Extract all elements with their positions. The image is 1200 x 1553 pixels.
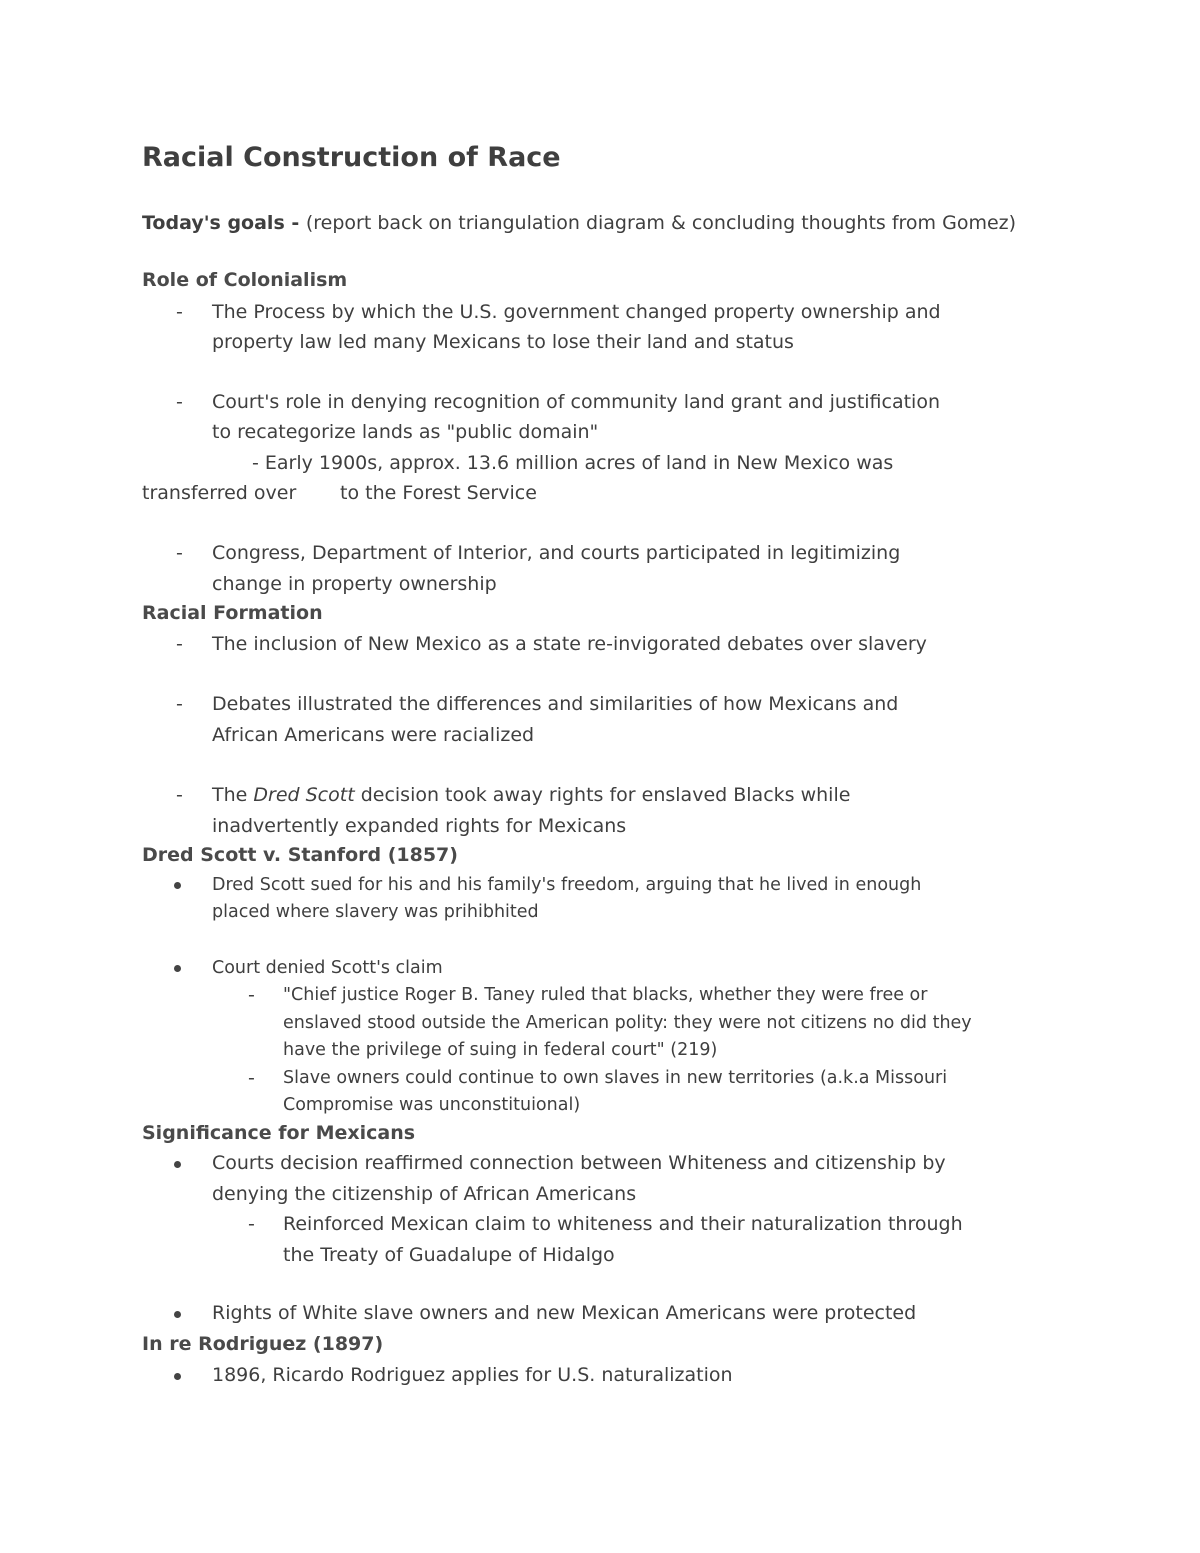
bullet-marker <box>174 965 181 972</box>
list-item-line: Court's role in denying recognition of community land grant and justification <box>212 391 941 413</box>
section-heading-colonialism: Role of Colonialism <box>142 269 348 291</box>
sub-item-line: transferred over <box>142 482 297 504</box>
list-item-line: denying the citizenship of African Americans <box>212 1183 637 1205</box>
bullet-marker <box>174 1311 181 1318</box>
list-item-line: The inclusion of New Mexico as a state re-invigorated debates over slavery <box>212 633 927 655</box>
case-name-italic: Dred Scott <box>253 784 355 806</box>
goals-label: Today's goals - <box>142 212 306 234</box>
list-item-line: inadvertently expanded rights for Mexicans <box>212 815 627 837</box>
sub-item-line: to the Forest Service <box>340 482 537 504</box>
list-item-line: to recategorize lands as "public domain" <box>212 421 599 443</box>
text-run: decision took away rights for enslaved Blacks while <box>354 784 851 806</box>
dash-marker: - <box>176 633 183 655</box>
sub-item-line: Reinforced Mexican claim to whiteness and their naturalization through <box>283 1213 963 1235</box>
list-item-line: Dred Scott sued for his and his family's freedom, arguing that he lived in enough <box>212 875 922 895</box>
sub-item-line: Slave owners could continue to own slaves in new territories (a.k.a Missouri <box>283 1068 948 1088</box>
list-item-line: African Americans were racialized <box>212 724 535 746</box>
section-heading-formation: Racial Formation <box>142 602 323 624</box>
bullet-marker <box>174 1161 181 1168</box>
dash-marker: - <box>176 784 183 806</box>
dash-marker: - <box>248 1067 255 1089</box>
list-item-line: Court denied Scott's claim <box>212 958 443 978</box>
dash-marker: - <box>176 301 183 323</box>
list-item-line: The Process by which the U.S. government changed property ownership and <box>212 301 941 323</box>
section-heading-rodriguez: In re Rodriguez (1897) <box>142 1333 384 1355</box>
list-item-line: property law led many Mexicans to lose their land and status <box>212 331 794 353</box>
sub-item-line: - Early 1900s, approx. 13.6 million acres of land in New Mexico was <box>252 452 894 474</box>
text-run: The <box>212 784 254 806</box>
bullet-marker <box>174 1373 181 1380</box>
sub-item-line: have the privilege of suing in federal court" (219) <box>283 1040 718 1060</box>
page-title: Racial Construction of Race <box>142 142 561 173</box>
dash-marker: - <box>176 391 183 413</box>
section-heading-dred-scott: Dred Scott v. Stanford (1857) <box>142 844 458 866</box>
sub-item-line: enslaved stood outside the American polity: they were not citizens no did they <box>283 1013 972 1033</box>
list-item-line <box>212 783 850 807</box>
goals-text: (report back on triangulation diagram & concluding thoughts from Gomez) <box>305 212 1017 234</box>
list-item-line: Debates illustrated the differences and similarities of how Mexicans and <box>212 693 899 715</box>
goals-line <box>142 211 1016 235</box>
bullet-marker <box>174 882 181 889</box>
sub-item-line: "Chief justice Roger B. Taney ruled that blacks, whether they were free or <box>283 985 928 1005</box>
list-item-line: Courts decision reaffirmed connection between Whiteness and citizenship by <box>212 1152 946 1174</box>
dash-marker: - <box>176 693 183 715</box>
sub-item-line: Compromise was unconstituional) <box>283 1095 581 1115</box>
dash-marker: - <box>248 984 255 1006</box>
sub-item-line: the Treaty of Guadalupe of Hidalgo <box>283 1244 615 1266</box>
dash-marker: - <box>248 1213 255 1235</box>
list-item-line: placed where slavery was prihibhited <box>212 902 539 922</box>
list-item-line: Rights of White slave owners and new Mexican Americans were protected <box>212 1302 917 1324</box>
dash-marker: - <box>176 542 183 564</box>
section-heading-significance: Significance for Mexicans <box>142 1122 416 1144</box>
list-item-line: change in property ownership <box>212 573 497 595</box>
list-item-line: Congress, Department of Interior, and courts participated in legitimizing <box>212 542 901 564</box>
list-item-line: 1896, Ricardo Rodriguez applies for U.S. naturalization <box>212 1364 733 1386</box>
